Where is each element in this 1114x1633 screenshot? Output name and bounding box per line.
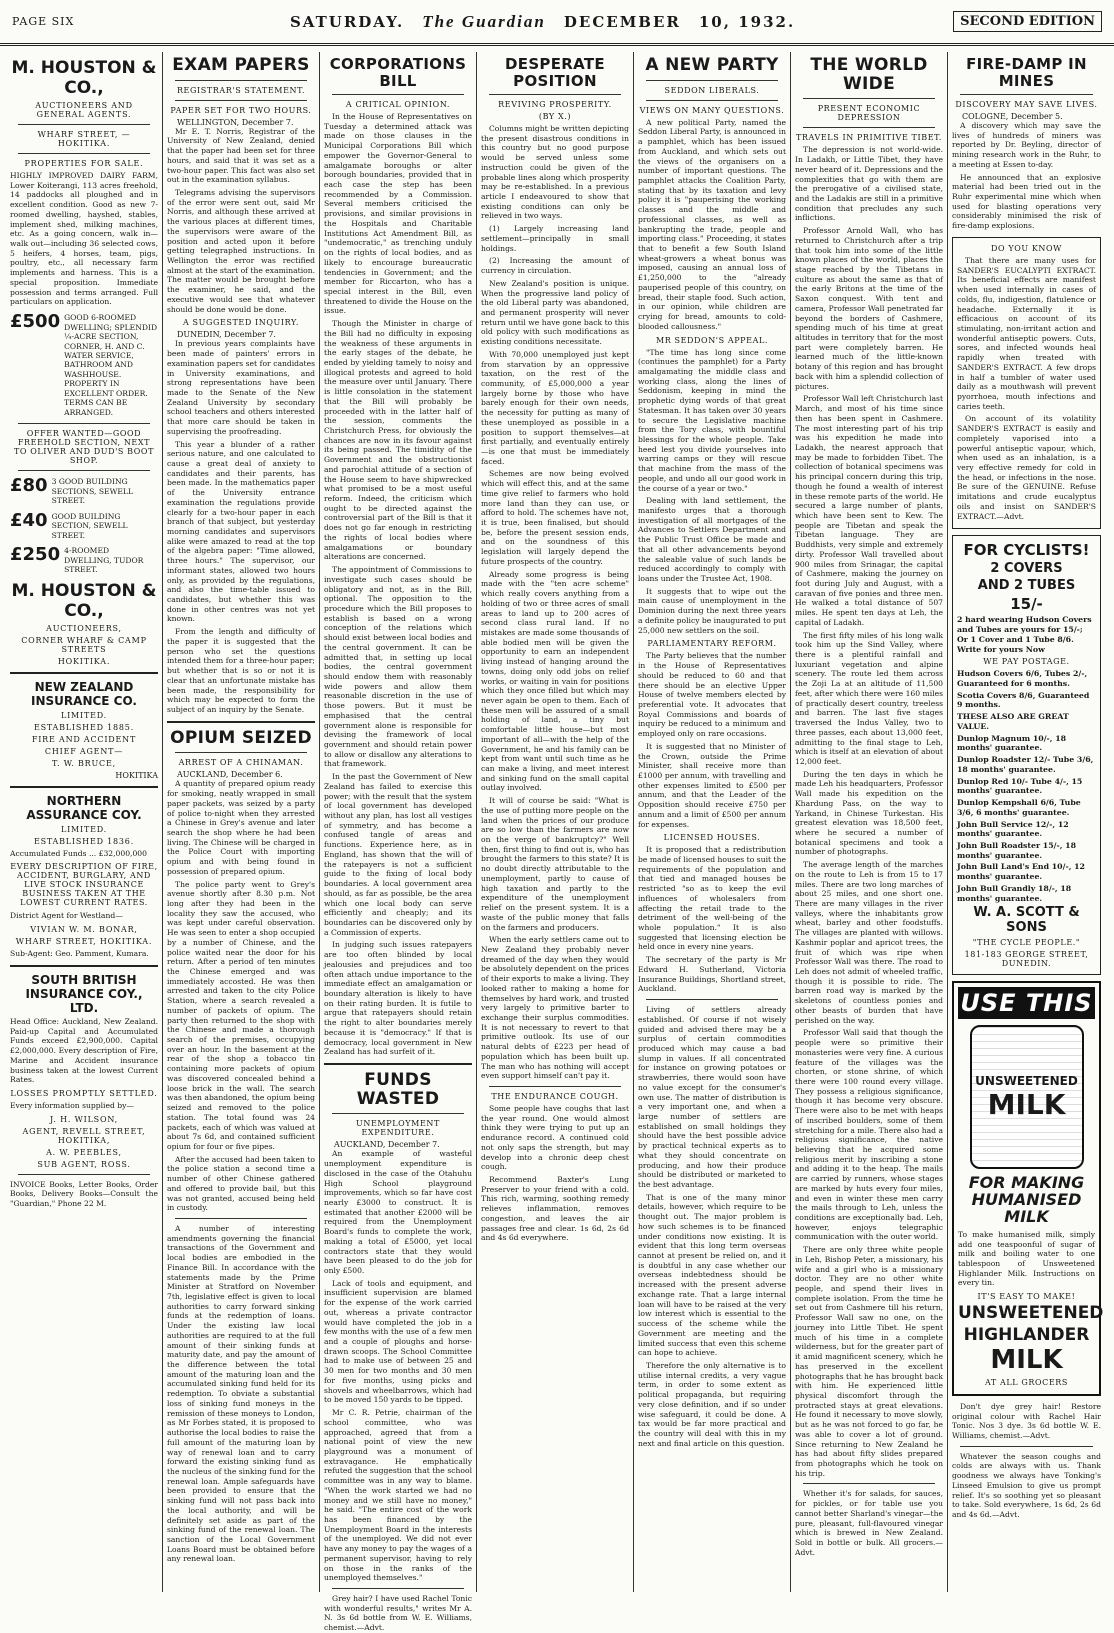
edition-label: SECOND EDITION xyxy=(953,11,1102,32)
paragraph: Recommend Baxter's Lung Preserver to your friend with a cold. This rich, warming, soothing remedy relieves inflammation, removes congestion, and leaves the air passages free and clear. 1s 6d, 2s 6d and 4s 6d everywhere. xyxy=(481,1175,629,1243)
wilson-name: J. H. WILSON, xyxy=(50,1114,118,1124)
houston-role: AUCTIONEERS AND GENERAL AGENTS. xyxy=(35,101,133,119)
use-this-banner: USE THIS xyxy=(958,987,1095,1019)
paragraph: A new political Party, named the Seddon Liberal Party, is announced in a pamphlet, which has been issued from Auckland, and which sets out the views of the organisers on a number of important questions. The pamphlet attacks the Coalition Party, stating that by its taxation and levy policy it is "pauperising the working classes and the middle and professional classes, as well as bankrupting the trade, people and importing class." Proceeding, it states that to benefit a few South Island wheat-growers a wheat bonus was imposed, causing an annual loss of £1,250,000 to the "already pauperised people of this country, on bread, their staple food. Such action, in our opinion, while children are crying for bread, amounts to cold-blooded callousness." xyxy=(638,117,786,331)
fire-and-accident: FIRE AND ACCIDENT xyxy=(31,734,137,744)
paragraph: Telegrams advising the supervisors of the error were sent out, said Mr Norris, and although these arrived at the various places at different times, the supervisors were aware of the position and acted upon it before getting telegraphed instructions. In Wellington the error was rectified almost at the start of the examination. The matter would be brought before the examiner, he said, and the executive would see that whatever should be done would be done. xyxy=(167,188,315,314)
info-supplied: Every information supplied by— xyxy=(10,1100,134,1110)
paragraph: The average length of the marches on the route to Leh is from 15 to 17 miles. There are two long marches of about 25 miles, and one short one. There are many villages in the river valleys, where the inhabitants grow wheat, barley and other foodstuffs. The villages are planted with willows. Kashmir poplar and apricot trees, the fruit of which was ripe when Professor Wall was there. The road to Leh does not admit of wheeled traffic, though it is possible to ride. The barren road way is marked by the skeletons of countless ponies and other beasts of burden that have perished on the way. xyxy=(795,860,943,1025)
new-party-body xyxy=(638,118,786,332)
northern-established: ESTABLISHED 1836. xyxy=(33,836,135,846)
paragraph: Mr C. R. Petrie, chairman of the school committee, who was approached, agreed that from a national point of view the new playground was a monument of extravagance. He emphatically refuted the suggestion that the school committee was in any way to blame. "When the work started we had no money and we still have no money," he said. "The entire cost of the work has been financed by the Unemployment Board in the interests of the unemployed. We did not ever have any money to pay the wages of a permanent supervisor, having to rely on those in the ranks of the unemployed themselves." xyxy=(324,1408,472,1583)
divider xyxy=(803,127,935,128)
opium-seized-body xyxy=(167,779,315,1213)
paragraph: The secretary of the party is Mr Edward H. Sutherland, Victoria Insurance Buildings, Shortland street, Auckland. xyxy=(638,955,786,994)
exam-papers-dateline: WELLINGTON, December 7. xyxy=(177,117,294,127)
south-british-name: SOUTH BRITISH INSURANCE COY., LTD. xyxy=(25,972,143,1015)
suggested-inquiry-body xyxy=(167,339,315,714)
two-tubes: AND 2 TUBES xyxy=(977,578,1076,594)
at-all-grocers: AT ALL GROCERS xyxy=(984,1377,1068,1387)
grey-hair-ad xyxy=(952,1402,1101,1441)
houston-auctioneers: AUCTIONEERS, xyxy=(46,623,122,633)
paragraph: It is proposed that a redistribution be made of licensed houses to suit the requirements of the population and that tied and managed houses be restricted "so as to keep the evil influences of wholesalers from affecting the retail trade to the detriment of the well-being of the whole population." It is also suggested that licensing election be held once in every nine years. xyxy=(638,845,786,952)
column-4 xyxy=(477,52,634,1592)
houston-firm-name-2: M. HOUSTON & CO., xyxy=(11,580,157,621)
opium-seized-heading: OPIUM SEIZED xyxy=(170,727,312,748)
paragraph: When the early settlers came out to New Zealand they probably never dreamed of the day when they would be absolutely dependent on the prices of their exports to make a living. They looked rather to making a home for themselves by hard work, and trusted very largely to primitive barter to exchange their surplus commodities. It is not necessary to revert to that primitive outlook. Its use of our natural debts of £223 per head of population which has been built up. The man who has nothing will accept even support himself can't pay it. xyxy=(481,935,629,1081)
masthead-paper-name: The Guardian xyxy=(422,11,546,31)
chief-agent-name: T. W. BRUCE, xyxy=(52,758,116,768)
houston-address: WHARF STREET, — HOKITIKA. xyxy=(37,130,131,148)
tyre-price-row: John Bull Land's End 10/-, 12 months' guarantee. xyxy=(957,862,1085,882)
column-5 xyxy=(634,52,791,1592)
divider xyxy=(646,100,778,101)
northern-assurance-name: NORTHERN ASSURANCE COY. xyxy=(26,793,142,822)
paragraph: That there are many uses for SANDER'S EUCALYPTI EXTRACT. Its beneficial effects are manifest when used internally in cases of colds, flu, indigestion, flatulence or headache. Externally it is efficacious on account of its stimulating, non-irritant action and wonderful antiseptic powers. Cuts, sores, and infected wounds heal rapidly when treated with SANDER'S EXTRACT. A few drops in half a tumbler of water used daily as a mouthwash will prevent pyorrhoea, mouth infections and caries teeth. xyxy=(957,255,1096,411)
divider xyxy=(18,1174,150,1175)
nz-insurance-limited: LIMITED. xyxy=(60,710,108,720)
paragraph: The police party went to Grey's avenue shortly after 8.30 p.m. Not long after they had been in the locality they saw the accused, who was kept under careful observation. He was seen to enter a shop occupied by a number of Chinese, and the police waited near the door for his return. After a period of ten minutes the Chinese emerged and was immediately accosted. He was then arrested and taken to the city Police Station, where a search revealed a number of packets of opium. The party then returned to the shop with the Chinese and made a thorough search of the premises, occupying over an hour. In the basement at the rear of the shop a tobacco tin containing more packets of opium was discovered concealed behind a loose brick in the wall. The search was then abandoned, the opium being seized and removed to the police station. The total found was 24 packets, each of which was valued at about 7s 6d, and contained sufficient opium for four or five pipes. xyxy=(167,879,315,1151)
sub-agent: Sub-Agent: Geo. Pamment, Kumara. xyxy=(10,949,149,959)
desperate-position-body xyxy=(481,124,629,1081)
seddon-appeal-subheading: MR SEDDON'S APPEAL. xyxy=(655,335,769,345)
property-desc-3: GOOD BUILDING SECTION, SEWELL STREET. xyxy=(51,511,128,540)
paragraph: Professor Arnold Wall, who has returned to Christchurch after a trip that took him into some of the little known places of the world, places the stage reached by the Tibetans in culture as about the same as that of the early Britons at the time of the Saxon conquest. With tent and camera, Professor Wall penetrated far beyond the borders of Cashmere, spending much of his time at great altitudes in territory that for the most part were completely barren. He learned much of the little-known botany of this region and has brought back with him a splendid collection of pictures. xyxy=(795,226,943,391)
milk-tin-illustration xyxy=(970,1025,1084,1169)
paragraph: The Party believes that the number in the House of Representatives should be reduced to 60 and that there should be an elective Upper House of twelve members elected by preferential vote. It advocates that Royal Commissions and boards of inquiry be reduced to a minimum and employed only on rare occasions. xyxy=(638,651,786,739)
tyre-price-row: John Bull Roadster 15/-, 18 months' guarantee. xyxy=(957,841,1077,860)
column-7 xyxy=(948,52,1105,1592)
property-price-2: £80 xyxy=(10,475,48,497)
divider xyxy=(803,1483,935,1484)
divider xyxy=(332,1113,464,1114)
paragraph: This year a blunder of a rather serious nature, and one calculated to cause a great deal of anxiety to candidates and their parents, has been made. In the mathematics paper of the University entrance examination the regulations provide clearly for a two-hour paper in each branch of that subject, but yesterday morning candidates and supervisors alike were amazed to read at the top of the algebra paper: "Time allowed, three hours." The supervisor, our informant states, allowed two hours only, as provided by the regulations, and also the time-table issued to candidates, but whether this was done in other centres was not yet known. xyxy=(167,439,315,624)
new-party-subheading: SEDDON LIBERALS. xyxy=(664,85,760,95)
paragraph: In judging such issues ratepayers are too often blinded by local jealousies and prejudices and too often attach undue importance to the immediate effect an amalgamation or boundary alteration is likely to have on their rating burden. It is futile to argue that ratepayers should retain the right to alter boundaries merely because it is "democracy." If that is democracy, local government in New Zealand has had surfeit of it. xyxy=(324,940,472,1057)
endurance-cough-heading: THE ENDURANCE COUGH. xyxy=(491,1092,619,1101)
peebles-address: SUB AGENT, ROSS. xyxy=(37,1159,131,1169)
divider xyxy=(960,94,1093,95)
losses-settled: LOSSES PROMPTLY SETTLED. xyxy=(10,1088,158,1098)
divider xyxy=(332,94,464,95)
paragraph: From the length and difficulty of the paper it is suggested that the person who set the questions intended them for a three-hour paper; but whether that is so or not it is clear that an unfortunate mistake has been made, the responsibility for which may be expected to form the subject of an inquiry by the Senate. xyxy=(167,627,315,714)
paragraph: Grey hair? I have used Rachel Tonic with wonderful results," writes Mr A. N. 3s 6d bottle from W. E. Williams, chemist.—Advt. xyxy=(324,1594,472,1633)
paragraph: The appointment of Commissions to investigate such cases should be obligatory and not, as in the Bill, optional. The opposition to the procedure which the Bill proposes to establish is based on a wrong conception of the relations which should exist between local bodies and the central government. It can be admitted that, in setting up local bodies, the central government should endow them with reasonably wide powers and allow them reasonable discretion in the use of those powers. But it must be emphasised that the central government alone is responsible for devising the framework of local government and should retain power to allow or disallow any alterations to that framework. xyxy=(324,565,472,769)
paragraph: On account of its volatility SANDER'S EXTRACT is easily and completely vaporised into a powerful antiseptic vapour, which, when used as an inhalation, is a very effective remedy for cold in the head, or infections in the nose. Be sure of the GENUINE. Refuse imitations and crude eucalyptus oils and insist on SANDER'S EXTRACT.—Advt. xyxy=(957,414,1096,521)
paragraph: After the accused had been taken to the police station a second time a number of other Chinese gathered and offered to provide bail, but this was not granted, accused being held in custody. xyxy=(167,1154,315,1213)
paragraph: Mr E. T. Norris, Registrar of the University of New Zealand, denied that the paper had been set for three hours, and said that it was set as a two-hour paper. This fact was also set out in the examination syllabus. xyxy=(167,126,315,185)
divider xyxy=(332,1588,464,1589)
paragraph: Don't dye grey hair! Restore original colour with Rachel Hair Tonic. Nos 3 dye. 3s 6d bottle W. E. Williams, chemist.—Advt. xyxy=(952,1401,1101,1440)
do-you-know-heading: DO YOU KNOW xyxy=(991,243,1062,253)
cyclists-ad xyxy=(952,535,1101,975)
property-ad-3 xyxy=(10,509,158,540)
divider xyxy=(18,423,150,424)
paragraph: Columns might be written depicting the present disastrous conditions in this country but no good purpose would be served unless some instruction could be given of the probable lines along which prosperity may be re-established. In a previous article I endeavoured to show that existing conditions can only be relieved in two ways. xyxy=(481,124,629,221)
opium-seized-subheading: ARREST OF A CHINAMAN. xyxy=(178,758,304,768)
property-price-4: £250 xyxy=(10,544,61,566)
paragraph: Though the Minister in charge of the Bill had no difficulty in exposing the weakness of these arguments in the early stages of the debate, he ended by yielding tamely to noisy and illogical protests and agreed to hold the measure over until January. There is little consolation in the statement that the Bill will probably be proceeded with in the latter half of the session, comments the Christchurch Press, for obviously the chances are now in its favour against its being passed. The timidity of the Government and the obstructionist and parochial attitude of a section of the House seem to have shipwrecked what promised to be a most useful reform. Indeed, the criticism which ought to be directed against the controversial part of the Bill is that it does not go far enough in restricting the rights of local bodies where amalgamations or boundary alterations are concerned. xyxy=(324,319,472,562)
licensed-houses-subheading: LICENSED HOUSES. xyxy=(663,833,761,843)
paragraph: An example of wasteful unemployment expenditure is disclosed in the case of the Otahuhu High School playground improvements, which so far have cost nearly £3000 to construct. It is estimated that another £2000 will be required from the Unemployment Board's funds to complete the work, making a total of £5000, yet local contractors state that they would have been pleased to do the job for only £500. xyxy=(324,1149,472,1275)
paragraph: It will of course be said: "What is the use of putting more people on the land when the prices of our produce are so low than the farmers are now on the verge of bankruptcy?" Well then, first thing to find out is, who has brought the farmers to this state? It is no doubt directly attributable to the unemployment, partly to cause of high taxation and partly to the expenditure of the unemployment relief on the present system. It is a waste of the public money that falls on the farmers and producers. xyxy=(481,796,629,932)
page-number: PAGE SIX xyxy=(12,15,75,28)
desperate-position-subheading: REVIVING PROSPERITY. xyxy=(498,100,612,109)
tyre-price-row: Hudson Covers 6/6, Tubes 2/-, Guaranteed for 6 months. xyxy=(957,669,1088,688)
tyre-price-row: Dunlop Red 10/- Tube 4/-, 15 months' guarantee. xyxy=(957,776,1083,796)
masthead-center xyxy=(290,12,795,32)
paragraph: It suggests that to wipe out the main cause of unemployment in the Dominion during the next three years a definite policy be inaugurated to put 25,000 new settlers on the soil. xyxy=(638,586,786,635)
nz-insurance-name: NEW ZEALAND INSURANCE CO. xyxy=(31,679,137,708)
desperate-position-continued xyxy=(638,1005,786,1448)
linseed-emulsion-ad xyxy=(952,1452,1101,1520)
scott-sons-tagline: "THE CYCLE PEOPLE." xyxy=(972,938,1081,948)
desperate-position-heading: DESPERATE POSITION xyxy=(505,55,605,90)
corporations-bill-heading: CORPORATIONS BILL xyxy=(329,55,467,90)
corporations-bill-body xyxy=(324,112,472,1057)
paragraph: A number of interesting amendments governing the financial transactions of the Government and local bodies are embodied in the Finance Bill. In accordance with the statements made by the Prime Minister at Stratford on November 7th, legislative effect is given to local authorities to carry forward sinking funds at the redemption of loans. Under the existing law local authorities are required to at the full amount of their sinking funds at maturity date, and pay the amount of the difference between the total amount of the maturing loan and the accumulated sinking fund held for its redemption. To obviate a substantial loss of sinking fund moneys in the remission of these moneys to London, as Mr Forbes stated, it is proposed to authorise the local bodies to raise the full amount of the maturing loan by way of renewal loan and to carry forward the existing sinking fund as the nucleus of the sinking fund for the renewal loan. Ample safeguards have been provided to ensure that the sinking fund will not pass back into the local authority, and will be definitely set aside as part of the sinking fund of the renewal loan. The sanction of the Local Government Loans Board must be obtained before any renewal loan. xyxy=(167,1223,315,1564)
divider xyxy=(175,752,307,753)
column-2 xyxy=(163,52,320,1592)
masthead-date: 10, 1932. xyxy=(698,12,796,31)
fire-damp-heading: FIRE-DAMP IN MINES xyxy=(966,55,1087,90)
licensed-houses-body xyxy=(638,845,786,994)
sanders-ad-text xyxy=(957,256,1096,521)
we-pay-postage: WE PAY POSTAGE. xyxy=(983,657,1070,667)
northern-every-description: EVERY DESCRIPTION OF FIRE, ACCIDENT, BURGLARY, AND LIVE STOCK INSURANCE BUSINESS TAKEN AT THE LOWEST CURRENT RATES. xyxy=(10,862,158,908)
funds-wasted-heading: FUNDS WASTED xyxy=(356,1070,440,1109)
paragraph: The depression is not world-wide. In Ladakh, or Little Tibet, they have never heard of it. Depressions and the complexities that go with them are the prerogative of a civilised state, and the Ladakis are still in a primitive condition that precludes any such inflictions. xyxy=(795,145,943,223)
tyre-price-row: Dunlop Magnum 10/-, 18 months' guarantee. xyxy=(957,733,1067,753)
exam-papers-subheading-2: PAPER SET FOR TWO HOURS. xyxy=(170,105,312,115)
property-price-3: £40 xyxy=(10,509,48,531)
funds-wasted-body xyxy=(324,1149,472,1583)
tin-label-milk: MILK xyxy=(987,1087,1066,1121)
world-wide-subheading-2: TRAVELS IN PRIMITIVE TIBET. xyxy=(795,133,943,143)
cycle-price: 15/- xyxy=(1010,595,1043,614)
paragraph: In the past the Government of New Zealand has failed to exercise this power; with the result that the system of local government has developed without any plan, has lost all vestiges of symmetry, and has become a confused tangle of areas and functions. Experience here, as in England, has shown that the will of the ratepayers is not a sufficient guide to the fixing of local body boundaries. A local government area should, as far as possible, be the area which one local body can serve efficiently and cheaply; and its boundaries can be discovered only by a Commission of experts. xyxy=(324,772,472,937)
paragraph: A discovery which may save the lives of hundreds of miners was reported by Dr. Beyling, director of mining research work in the Ruhr, to a meeting at Essen to-day. xyxy=(952,121,1101,169)
exam-papers-subheading: REGISTRAR'S STATEMENT. xyxy=(176,85,306,95)
wilson-address: AGENT, REVELL STREET, HOKITIKA, xyxy=(22,1126,146,1145)
paragraph: Professor Wall left Christchurch last March, and most of his time since then has been spent in Cashmere. The most interesting part of his trip was his expedition he made into Ladakh, the nearest approach that may be made to forbidden Tibet. The collection of botanical specimens was his principal concern during this trip, though he found a wealth of interest in these remote parts of the world. He secured a large number of plants, which have been sent to Kew. The people are Tibetan and speak the Tibetan language. They are Buddhists, very simple and extremely dirty. Professor Wall travelled about 900 miles from Srinagar, the capital of Cashmere, making the journey on foot during July and August, with a caravan of five ponies and three men. He walked a total distance of 507 miles. He spent ten days at Leh, the capital of Ladakh. xyxy=(795,394,944,627)
south-british-head-office: Head Office: Auckland, New Zealand. Paid-up Capital and Accumulated Funds exceed £2,900,000. Capital £2,000,000. Every description of Fire, Marine and Accident insurance business taken at the lowest Current Rates. xyxy=(10,1016,158,1085)
tyre-price-row: Dunlop Roadster 12/- Tube 3/6, 18 months' guarantee. xyxy=(957,755,1094,774)
masthead-month: DECEMBER xyxy=(563,12,681,31)
northern-limited: LIMITED. xyxy=(60,824,108,834)
columns xyxy=(6,52,1108,1633)
column-1 xyxy=(6,52,163,1592)
seddon-appeal-body xyxy=(638,348,786,636)
paragraph: Whether it's for salads, for sauces, for pickles, or for table use you cannot better Sharland's vinegar—the pure, pleasant, full-flavoured vinegar which is brewed in New Zealand. Sold in bottle or bulk. All grocers.—Advt. xyxy=(795,1489,943,1557)
brand-unsweetened: UNSWEETENED xyxy=(958,1303,1104,1324)
world-wide-heading: THE WORLD WIDE xyxy=(810,55,928,94)
divider xyxy=(167,721,315,723)
world-wide-subheading: PRESENT ECONOMIC DEPRESSION xyxy=(817,104,921,123)
corporations-bill-subheading: A CRITICAL OPINION. xyxy=(345,100,451,109)
tyre-price-row: John Bull Grandly 18/-, 18 months' guarantee. xyxy=(957,883,1072,903)
district-agent-label: District Agent for Westland— xyxy=(10,911,123,921)
offer-wanted: OFFER WANTED—GOOD FREEHOLD SECTION, NEXT TO OLIVER AND DUD'S BOOT SHOP. xyxy=(13,429,155,466)
paragraph: With 70,000 unemployed just kept from starvation by an oppressive taxation, on the rest of the community, of £5,000,000 a year largely borne by those who have barely enough for their own needs, the necessity for putting as many of these unemployed as possible in a position to support themselves—at first partially, and eventually entirely—is one that must be immediately faced. xyxy=(481,349,629,466)
tyre-price-row: John Bull Service 12/-, 12 months' guarantee. xyxy=(957,819,1069,839)
houston-corner: CORNER WHARF & CAMP STREETS xyxy=(21,635,147,654)
scott-sons-address: 181-183 GEORGE STREET, DUNEDIN. xyxy=(964,950,1089,969)
funds-wasted-dateline: AUCKLAND, December 7. xyxy=(334,1140,440,1150)
paragraph: It is suggested that no Minister of the Crown, outside the Prime Minister, shall receive more than £1000 per annum, with travelling and other expenses limited to £500 per annum, and that the Leader of the Opposition should receive £750 per annum and a limit of £500 per annum for expenses. xyxy=(638,741,786,829)
tyre-price-row: THESE ALSO ARE GREAT VALUE. xyxy=(957,712,1069,731)
exam-papers-body xyxy=(167,127,315,315)
paragraph: He announced that an explosive material had been tried out in the Ruhr experimental mine which when used for blasting operations very considerably minimised the risk of fire-damp explosions. xyxy=(952,172,1101,231)
divider xyxy=(489,94,621,95)
paragraph: During the ten days in which he made Leh his headquarters, Professor Wall made his expedition on the Khardung Pass, on the way to Yarkand, in Chinese Turkestan. His greatest elevation was 18,500 feet, where he secured a number of botanical specimens and took a number of photographs. xyxy=(795,769,943,857)
milk-ad-text: To make humanised milk, simply add one teaspoonful of sugar of milk and boiling water to one tablespoon of Unsweetened Highlander Milk. Instructions on every tin. xyxy=(958,1229,1095,1288)
northern-funds: Accumulated Funds ... £32,000,000 xyxy=(10,848,147,858)
paragraph: That is one of the many minor details, however, which require to be thought out. The major problem is how such schemes is to be financed under conditions now existing. It is evident that this long term overseas cannot at present be relied on, and it is doubtful in any case whether our overseas indebtedness should be increased with the present adverse exchange rate. That a large internal loan will have to be raised at the very low interest which is essential to the success of the scheme while the Government are meeting and the limited success that even this scheme can hope to achieve. xyxy=(638,1192,786,1358)
nz-insurance-established: ESTABLISHED 1885. xyxy=(33,722,135,732)
masthead xyxy=(0,0,1114,46)
bonar-address: WHARF STREET, HOKITIKA. xyxy=(15,937,153,947)
property-ad-4 xyxy=(10,546,158,574)
parliamentary-reform-body xyxy=(638,651,786,829)
paragraph: There are only three white people in Leh, Bishop Peter, a missionary, his wife and a girl who is a missionary doctor. They are no other white people, and spend their lives in complete isolation. From the time he set out from Cashmere till his return, Professor Wall saw no one, on the journey into Little Tibet. He spent much of his time in a complete wilderness, but for the greater part of it amid magnificent scenery, which he has preserved in the excellent photographs that he has brought back with him. He experienced little physical discomfort through the protracted stays at great elevations. He found it necessary to move slowly, but as he was not forced to go far, he was able to cover a lot of ground. Since returning to New Zealand he has had about fifty slides prepared from photographs which he took on his trip. xyxy=(795,1245,943,1478)
property-ad-1 xyxy=(10,313,158,417)
paragraph: Whatever the season coughs and colds are always with us. Thank goodness we always have Tonking's Linseed Emulsion to give us prompt relief. It's so soothing yet so pleasant to take. Sold everywhere, 1s 6d, 2s 6d and 4s 6d.—Advt. xyxy=(952,1451,1101,1519)
for-cyclists-heading: FOR CYCLISTS! xyxy=(963,541,1090,560)
houston-town: HOKITIKA. xyxy=(57,656,111,666)
masthead-day: SATURDAY. xyxy=(289,12,405,31)
fire-damp-body xyxy=(952,121,1101,231)
paragraph: (1) Largely increasing land settlement—principally in small holdings. xyxy=(481,224,629,253)
exam-papers-heading: EXAM PAPERS xyxy=(172,55,310,75)
for-making-humanised-milk: FOR MAKING HUMANISED MILK xyxy=(968,1173,1085,1226)
divider xyxy=(175,1218,307,1219)
paragraph: Some people have coughs that last the year round. One would almost think they were trying to put up an endurance record. A continued cold not only saps the strength, but may develop into a chronic deep chest cough. xyxy=(481,1104,629,1172)
paragraph: Professor Wall said that though the people were so primitive their monasteries were very fine. A curious feature of the villages was the chorten, or stone shrine, of which there were 100 round every village. They possess a religious significance, though it has become very obscure. There were also to be met with heaps of inscribed boulders, some of them stretching for a mile. There also had a religious significance, the native believing that he acquired some religious merit by inscribing a stone and adding it to the heap. The mails are carried by runners, whose stages are marked by huts every four miles, and even in winter these men carry the mails through to Leh, unless the conditions are exceptionally bad. Leh, however, enjoys telegraphic communication with the outer world. xyxy=(795,1028,943,1242)
two-covers: 2 COVERS xyxy=(990,561,1063,577)
endurance-cough-body xyxy=(481,1104,629,1243)
divider xyxy=(10,965,158,967)
suggested-inquiry-subheading: A SUGGESTED INQUIRY. xyxy=(183,318,299,328)
brand-highlander: HIGHLANDER xyxy=(963,1324,1090,1345)
property-desc-1: GOOD 6-ROOMED DWELLING; SPLENDID ¼-ACRE SECTION, CORNER, H. AND C. WATER SERVICE, BATHROOM AND WASHHOUSE. PROPERTY IN EXCELLENT ORDER. TERMS CAN BE ARRANGED. xyxy=(64,313,158,417)
tin-label-unsweetened: UNSWEETENED xyxy=(975,1073,1078,1088)
paragraph: Already some progress is being made with the "ten acre scheme" which really covers anything from a holding of two or three acres of small areas to land up to 200 acres of second class rural land. If no mistakes are made some thousands of able bodied men will be given the opportunity to earn an independent living instead of hanging around the towns, doing only odd jobs on relief works, or waiting in vain for positions which they once filled but which may never again be open to them. Each of these men will be assured of a small holding of land, a tiny but comfortable little house—but most important of all—with the help of the Government, he and his family can be kept from want until such time as he can make a living, and meet interest and sinking fund on the small capital outlay involved. xyxy=(481,569,629,793)
highlander-milk-ad xyxy=(952,981,1104,1395)
easy-to-make: IT'S EASY TO MAKE! xyxy=(977,1292,1076,1302)
paragraph: Therefore the only alternative is to utilise internal credits, a very vague term, in order to some extent as political propaganda, but requiring very close definition, and if so under wise safeguard, it could be done. A tax would be far more practical and the country will deal with this in my next and final article on this question. xyxy=(638,1360,786,1448)
properties-heading: PROPERTIES FOR SALE. xyxy=(24,159,144,168)
sanders-ad xyxy=(952,237,1101,529)
chief-agent-label: CHIEF AGENT— xyxy=(44,746,124,756)
paragraph: Lack of tools and equipment, and insufficient supervision are blamed for the expense of the work carried out, whereas a private contractor would have completed the job in a few months with the use of a few men and a couple of ploughs and horse-drawn scoops. The School Committee had to make use of between 25 and 30 men for two months and 30 men for five months, using picks and shovels and wheelbarrows, which had to be moved 150 yards to be tipped. xyxy=(324,1278,472,1405)
column-3 xyxy=(320,52,477,1633)
fire-damp-dateline: COLOGNE, December 5. xyxy=(962,112,1063,121)
suggested-inquiry-dateline: DUNEDIN, December 7. xyxy=(177,330,276,340)
property-desc-2: 3 GOOD BUILDING SECTIONS, SEWELL STREET. xyxy=(51,477,134,506)
property-price-1: £500 xyxy=(10,311,61,333)
property-ad-2 xyxy=(10,477,158,505)
paragraph: New Zealand's position is unique. When the progressive land policy of the old Liberal party was abandoned, and permanent prosperity will never return until we have gone back to this old policy with such modifications as existing conditions necessitate. xyxy=(481,278,629,347)
desperate-position-byline: (BY X.) xyxy=(538,112,572,121)
property-desc-4: 4-ROOMED DWELLING, TUDOR STREET. xyxy=(64,546,144,575)
divider xyxy=(324,1063,472,1065)
opium-seized-dateline: AUCKLAND, December 6. xyxy=(177,770,283,780)
divider xyxy=(489,1086,621,1087)
invoice-books-ad: INVOICE Books, Letter Books, Order Books, Delivery Books—Consult the "Guardian," Phone 22 M. xyxy=(10,1179,158,1209)
divider xyxy=(18,124,150,125)
paragraph: In the House of Representatives on Tuesday a determined attack was made on those clauses in the Municipal Corporations Bill which empower the Governor-General to amalgamate boroughs or alter borough boundaries, provided that in each case the step has been recommended by a Commission. Several members criticised the provisions, and similar provisions in the Hospitals and Charitable Institutions Act Amendment Bill, as "undemocratic," as trenching unduly on the rights of local bodies, and as likely to encourage bureaucratic tendencies in Government; and the member for Riccarton, who has a special interest in the Bill, even threatened to divide the House on the issue. xyxy=(324,112,472,316)
bonar-name: VIVIAN W. M. BONAR, xyxy=(30,925,138,935)
brand-milk: MILK xyxy=(990,1344,1063,1375)
paragraph: The first fifty miles of his long walk took him up the Sind Valley, where there is a plentiful rainfall and luxuriant vegetation and alpine scenery. The route led them across the Zoji La at an altitude of 11,500 feet, after which there were 160 miles of practically desert country, treeless and barren. The last five stages traversed the Indus Valley, two to three passes, each about 13,000 feet, admitting to the final stage to Leh, which is itself at an elevation of about 12,000 feet. xyxy=(795,630,943,766)
sharland-vinegar-ad xyxy=(795,1489,943,1557)
fire-damp-subheading: DISCOVERY MAY SAVE LIVES. xyxy=(955,100,1098,109)
paragraph: Dealing with land settlement, the manifesto urges that a thorough investigation of all mortgages of the Advances to Settlers Department and the Public Trust Office be made and that all other advancements beyond the saleable value of such lands be reduced accordingly to comply with loans under the Trustee Act, 1908. xyxy=(638,496,786,584)
paragraph: A quantity of prepared opium ready for smoking, neatly wrapped in small paper packets, was seized by a party of police to-night when they arrested a Chinese in Grey's avenue and later search the shop where he had been living. The Chinese will be charged in the Police Court with importing opium and with being found in possession of prepared opium. xyxy=(167,779,315,876)
paragraph: In previous years complaints have been made of painters' errors in examination papers set for candidates in University examinations, and strong representations have been made to the Senate of the New Zealand University by secondary school teachers and others interested that more care should be taken in supervising the proofreading. xyxy=(167,339,315,436)
new-party-heading: A NEW PARTY xyxy=(645,55,779,75)
tyre-price-row: Scotia Covers 8/6, Guaranteed 9 months. xyxy=(957,690,1090,710)
parliamentary-reform-subheading: PARLIAMENTARY REFORM. xyxy=(647,639,777,649)
funds-wasted-subheading: UNEMPLOYMENT EXPENDITURE. xyxy=(356,1119,440,1138)
rachel-tonic-ad xyxy=(324,1594,472,1633)
world-wide-body xyxy=(795,145,943,1478)
divider xyxy=(960,1446,1093,1447)
divider xyxy=(18,153,150,154)
divider xyxy=(10,786,158,788)
paragraph: (2) Increasing the amount of currency in circulation. xyxy=(481,256,629,276)
divider xyxy=(646,999,778,1000)
divider xyxy=(175,100,307,101)
houston-firm-name: M. HOUSTON & CO., xyxy=(11,58,157,98)
divider xyxy=(646,80,778,81)
new-party-subheading-2: VIEWS ON MANY QUESTIONS. xyxy=(639,105,785,115)
divider xyxy=(18,470,150,471)
chief-agent-town: HOKITIKA xyxy=(115,770,158,780)
paragraph: "The time has long since come (continues the pamphlet) for a Party amalgamating the middle class and working class, along the lines of Seddonism, keeping in mind the prophetic dying words of that great Statesman. It has taken over 30 years to secure the Legislative machine from the Tory class, with bountiful blessings for the whole people. Take heed lest you divide yourselves into warring camps or they will rescue that machine from the mass of the people, and undo all our good work in the course of a year or two." xyxy=(638,347,786,493)
column-6 xyxy=(791,52,948,1592)
paragraph: Schemes are now being evolved which will effect this, and at the same time give relief to farmers who hold more land than they can use, or afford to hold. The schemes have not, it is true, been finalised, but should be, before the present session ends, and on the soundness of this legislation will largely depend the future prospects of the country. xyxy=(481,469,629,566)
tyre-price-row: Dunlop Kempshall 6/6, Tube 3/6, 6 months' guarantee. xyxy=(957,798,1081,817)
cycle-offer-text: 2 hard wearing Hudson Covers and Tubes are yours for 15/-; Or 1 Cover and 1 Tube 8/6. Write for yours Now xyxy=(957,615,1092,654)
peebles-name: A. W. PEEBLES, xyxy=(46,1147,122,1157)
paragraph: Living of settlers already established. Of course if not wisely guided and advised there may be a surplus of certain commodities produced which may cause a bad slump in values. If all concentrated for instance on growing potatoes or strawberries, there would soon have no value except for the consumer's own use. The matter of distribution is a very important one, and when a large number of settlers are established on small holdings they should have the best possible advice by practical technical experts as to what they should concentrate on producing, and how their produce should be distributed or marketed to the best advantage. xyxy=(638,1005,786,1189)
divider xyxy=(10,672,158,674)
divider xyxy=(175,80,307,81)
dairy-farm-ad: HIGHLY IMPROVED DAIRY FARM, Lower Koiterangi, 113 acres freehold, 14 paddocks all ploughed and in excellent condition. Good as new 7-roomed dwelling, hayshed, stables, implement shed, milking machines, etc. As a going concern, walk in—walk out—including 36 selected cows, 5 heifers, 4 horses, team, pigs, poultry, etc., all necessary farm implements and harness. This is a special proposition. Immediate possession and terms arranged. Full particulars on application. xyxy=(10,171,158,307)
finance-bill-body xyxy=(167,1224,315,1564)
divider xyxy=(803,98,935,99)
scott-sons-name: W. A. SCOTT & SONS xyxy=(973,905,1080,936)
